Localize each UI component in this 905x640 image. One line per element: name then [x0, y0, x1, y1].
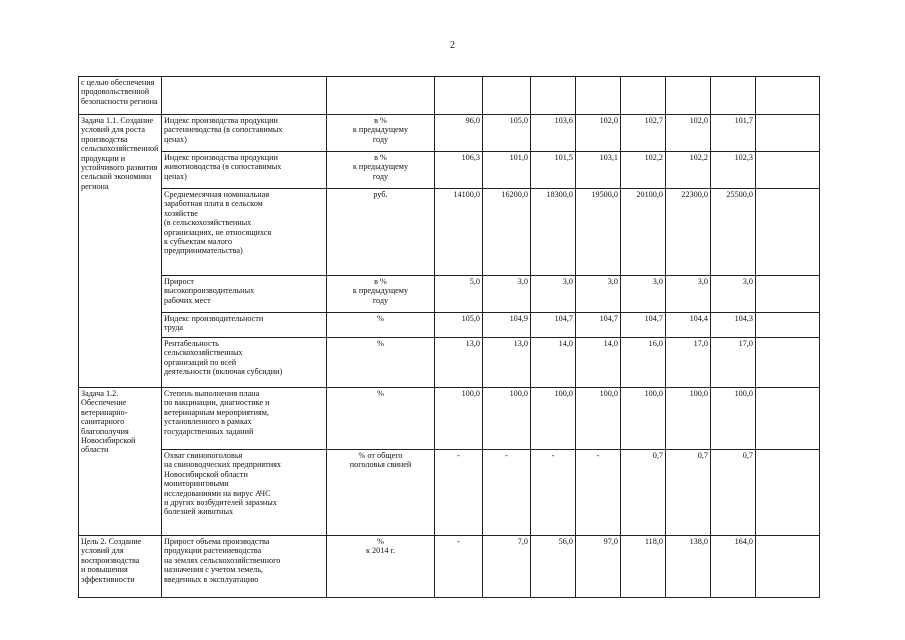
value-cell: - — [483, 450, 531, 536]
indicator-cell: Индекс производительности труда — [162, 313, 327, 338]
value-cell: 105,0 — [483, 115, 531, 152]
table-row — [79, 313, 820, 338]
unit-cell: руб. — [327, 189, 435, 276]
empty-cell — [756, 313, 820, 338]
empty-cell — [756, 189, 820, 276]
indicators-table — [78, 76, 820, 598]
value-cell: 3,0 — [531, 276, 576, 313]
unit-cell: в % к предыдущему году — [327, 115, 435, 152]
empty-cell — [756, 115, 820, 152]
value-cell: 13,0 — [483, 338, 531, 388]
value-cell: 56,0 — [531, 536, 576, 598]
value-cell: 16,0 — [621, 338, 666, 388]
value-cell: 17,0 — [666, 338, 711, 388]
value-cell: 101,7 — [711, 115, 756, 152]
value-cell: - — [435, 450, 483, 536]
unit-cell — [327, 77, 435, 115]
table-row — [79, 450, 820, 536]
value-cell: 20100,0 — [621, 189, 666, 276]
value-cell: 13,0 — [435, 338, 483, 388]
table-row — [79, 388, 820, 450]
indicator-cell: Индекс производства продукции животноводства (в сопоставимых ценах) — [162, 152, 327, 189]
value-cell: 3,0 — [576, 276, 621, 313]
table-row — [79, 152, 820, 189]
value-cell: 164,0 — [711, 536, 756, 598]
value-cell: 102,2 — [666, 152, 711, 189]
value-cell: 104,7 — [531, 313, 576, 338]
value-cell: 102,2 — [621, 152, 666, 189]
value-cell: 97,0 — [576, 536, 621, 598]
unit-cell: % — [327, 338, 435, 388]
table-row — [79, 77, 820, 115]
indicator-cell: Индекс производства продукции растениеводства (в сопоставимых ценах) — [162, 115, 327, 152]
value-cell: 103,1 — [576, 152, 621, 189]
value-cell: 102,3 — [711, 152, 756, 189]
value-cell: 18300,0 — [531, 189, 576, 276]
unit-cell: % к 2014 г. — [327, 536, 435, 598]
value-cell: 101,5 — [531, 152, 576, 189]
value-cell — [666, 77, 711, 115]
value-cell: 105,0 — [435, 313, 483, 338]
indicator-cell: Среднемесячная номинальная заработная плата в сельском хозяйстве (в сельскохозяйственных организациях, не относящихся к субъектам малого предпринимательства) — [162, 189, 327, 276]
empty-cell — [756, 338, 820, 388]
value-cell: 104,4 — [666, 313, 711, 338]
table-row — [79, 338, 820, 388]
value-cell: 7,0 — [483, 536, 531, 598]
value-cell: - — [531, 450, 576, 536]
goal-cell: Цель 2. Создание условий для воспроизводства и повышения эффективности — [79, 536, 162, 598]
value-cell: 106,3 — [435, 152, 483, 189]
value-cell — [435, 77, 483, 115]
value-cell — [711, 77, 756, 115]
value-cell: 5,0 — [435, 276, 483, 313]
value-cell: 96,0 — [435, 115, 483, 152]
value-cell — [621, 77, 666, 115]
goal-cell: Задача 1.2. Обеспечение ветеринарно-санитарного благополучия Новосибирской области — [79, 388, 162, 536]
value-cell: 138,0 — [666, 536, 711, 598]
empty-cell — [756, 152, 820, 189]
unit-cell: % от общего поголовья свиней — [327, 450, 435, 536]
value-cell: 0,7 — [666, 450, 711, 536]
value-cell: 100,0 — [435, 388, 483, 450]
indicator-cell: Рентабельность сельскохозяйственных организаций по всей деятельности (включая субсидии) — [162, 338, 327, 388]
value-cell: 100,0 — [621, 388, 666, 450]
value-cell: 101,0 — [483, 152, 531, 189]
indicator-cell: Прирост объема производства продукции растениеводства на землях сельскохозяйственного назначения с учетом земель, введенных в эксплуатацию — [162, 536, 327, 598]
value-cell: 104,3 — [711, 313, 756, 338]
value-cell: 3,0 — [621, 276, 666, 313]
value-cell: 100,0 — [711, 388, 756, 450]
goal-cell: Задача 1.1. Создание условий для роста производства сельскохозяйственной продукции и устойчивого развития сельской экономики региона — [79, 115, 162, 388]
value-cell: 100,0 — [576, 388, 621, 450]
value-cell: 118,0 — [621, 536, 666, 598]
table-row — [79, 115, 820, 152]
value-cell: 14100,0 — [435, 189, 483, 276]
indicator-cell: Охват свинопоголовья на свиноводческих предприятиях Новосибирской области мониторинговыми исследованиями на вирус АЧС и других возбудителей заразных болезней животных — [162, 450, 327, 536]
empty-cell — [756, 536, 820, 598]
value-cell: - — [435, 536, 483, 598]
table-row — [79, 189, 820, 276]
value-cell: 0,7 — [711, 450, 756, 536]
indicator-cell: Степень выполнения плана по вакцинации, диагностике и ветеринарным мероприятиям, установленного в рамках государственных заданий — [162, 388, 327, 450]
value-cell — [576, 77, 621, 115]
value-cell: 17,0 — [711, 338, 756, 388]
empty-cell — [756, 450, 820, 536]
unit-cell: % — [327, 388, 435, 450]
value-cell — [483, 77, 531, 115]
page-number: 2 — [450, 40, 455, 51]
value-cell: 3,0 — [483, 276, 531, 313]
value-cell: 102,0 — [666, 115, 711, 152]
unit-cell: % — [327, 313, 435, 338]
indicator-cell: Прирост высокопроизводительных рабочих мест — [162, 276, 327, 313]
value-cell: 25500,0 — [711, 189, 756, 276]
value-cell: 3,0 — [711, 276, 756, 313]
unit-cell: в % к предыдущему году — [327, 152, 435, 189]
table-row — [79, 276, 820, 313]
empty-cell — [756, 388, 820, 450]
value-cell: 100,0 — [483, 388, 531, 450]
table-row — [79, 536, 820, 598]
value-cell: 14,0 — [531, 338, 576, 388]
value-cell: 100,0 — [531, 388, 576, 450]
value-cell: 104,9 — [483, 313, 531, 338]
unit-cell: в % к предыдущему году — [327, 276, 435, 313]
value-cell: 0,7 — [621, 450, 666, 536]
value-cell: 19500,0 — [576, 189, 621, 276]
value-cell: 104,7 — [621, 313, 666, 338]
empty-cell — [756, 276, 820, 313]
value-cell: 104,7 — [576, 313, 621, 338]
value-cell: 14,0 — [576, 338, 621, 388]
value-cell: 16200,0 — [483, 189, 531, 276]
value-cell: 22300,0 — [666, 189, 711, 276]
value-cell: 100,0 — [666, 388, 711, 450]
indicator-cell — [162, 77, 327, 115]
value-cell — [531, 77, 576, 115]
value-cell: - — [576, 450, 621, 536]
value-cell: 102,7 — [621, 115, 666, 152]
value-cell: 102,0 — [576, 115, 621, 152]
empty-cell — [756, 77, 820, 115]
value-cell: 3,0 — [666, 276, 711, 313]
goal-cell: с целью обеспечения продовольственной безопасности региона — [79, 77, 162, 115]
value-cell: 103,6 — [531, 115, 576, 152]
